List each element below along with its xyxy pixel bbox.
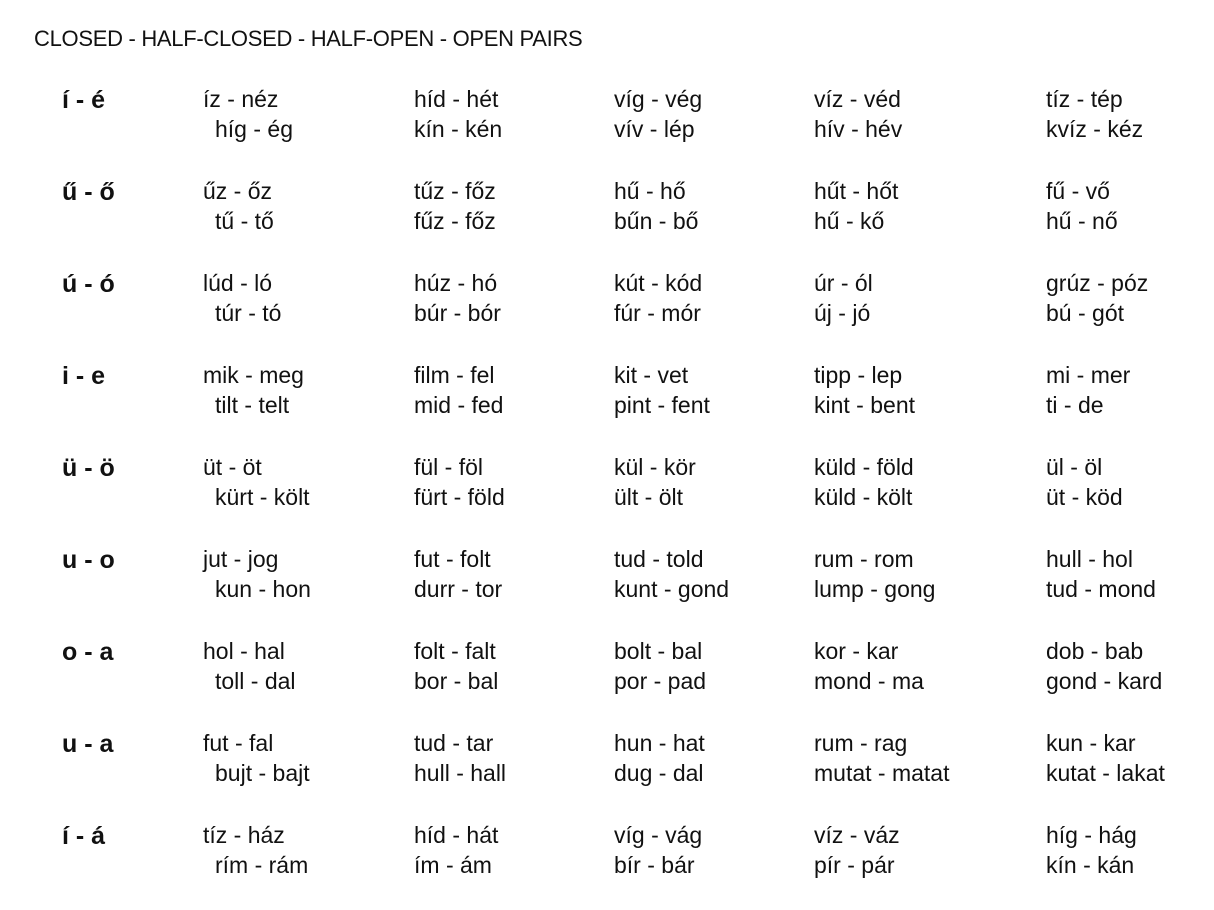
word-pair: űz - őz xyxy=(203,178,273,204)
word-pair-cell xyxy=(203,84,293,144)
word-pair-cell xyxy=(814,820,900,880)
word-pair-cell xyxy=(414,452,505,512)
word-pair: hun - hat xyxy=(614,730,705,756)
word-pair-cell xyxy=(414,820,498,880)
word-pair: fúr - mór xyxy=(614,300,701,326)
word-pair: küld - költ xyxy=(814,484,913,510)
word-pair: híd - hét xyxy=(414,86,499,112)
word-pair: mik - meg xyxy=(203,362,304,388)
word-pair-cell xyxy=(614,728,705,788)
pair-label: ü - ö xyxy=(62,454,115,482)
word-pair: híg - hág xyxy=(1046,822,1137,848)
pair-group xyxy=(0,84,1214,148)
word-pair: kvíz - kéz xyxy=(1046,116,1144,142)
word-pair: kun - kar xyxy=(1046,730,1136,756)
word-pair: ím - ám xyxy=(414,852,492,878)
word-pair: úr - ól xyxy=(814,270,873,296)
word-pair-cell xyxy=(814,360,915,420)
word-pair-cell xyxy=(203,268,281,328)
word-pair: búr - bór xyxy=(414,300,501,326)
word-pair: tud - mond xyxy=(1046,576,1156,602)
word-pair-cell xyxy=(1046,728,1165,788)
word-pair: kín - kén xyxy=(414,116,503,142)
word-pair: dug - dal xyxy=(614,760,704,786)
word-pair: új - jó xyxy=(814,300,871,326)
pair-label: ú - ó xyxy=(62,270,115,298)
word-pair: hív - hév xyxy=(814,116,903,142)
word-pair-cell xyxy=(614,84,702,144)
word-pair: víg - vég xyxy=(614,86,703,112)
word-pair-cell xyxy=(614,452,696,512)
word-pair-cell xyxy=(614,360,710,420)
word-pair: durr - tor xyxy=(414,576,503,602)
pair-group xyxy=(0,360,1214,424)
word-pair-cell xyxy=(1046,360,1130,420)
word-pair: dob - bab xyxy=(1046,638,1144,664)
word-pair: kit - vet xyxy=(614,362,689,388)
word-pair: tilt - telt xyxy=(215,392,290,418)
word-pair-cell xyxy=(414,544,502,604)
word-pair: fürt - föld xyxy=(414,484,505,510)
word-pair-cell xyxy=(614,268,702,328)
word-pair: tűz - főz xyxy=(414,178,496,204)
word-pair: grúz - póz xyxy=(1046,270,1149,296)
word-pair: hol - hal xyxy=(203,638,285,664)
word-pair: fut - fal xyxy=(203,730,274,756)
word-pair-cell xyxy=(1046,820,1137,880)
word-pair-cell xyxy=(614,820,702,880)
word-pair: fut - folt xyxy=(414,546,491,572)
word-pair: kun - hon xyxy=(215,576,311,602)
word-pair: rím - rám xyxy=(215,852,309,878)
word-pair: mid - fed xyxy=(414,392,504,418)
word-pair: film - fel xyxy=(414,362,495,388)
word-pair: tud - tar xyxy=(414,730,494,756)
word-pair: bolt - bal xyxy=(614,638,703,664)
word-pair: rum - rag xyxy=(814,730,908,756)
word-pair: kül - kör xyxy=(614,454,696,480)
word-pair: túr - tó xyxy=(215,300,282,326)
word-pair: lump - gong xyxy=(814,576,936,602)
word-pair: fűz - főz xyxy=(414,208,496,234)
word-pair-cell xyxy=(814,84,902,144)
word-pair-cell xyxy=(614,544,729,604)
word-pair: folt - falt xyxy=(414,638,496,664)
word-pair: hűt - hőt xyxy=(814,178,899,204)
word-pair: kín - kán xyxy=(1046,852,1135,878)
word-pair: vív - lép xyxy=(614,116,695,142)
word-pair: fű - vő xyxy=(1046,178,1110,204)
pair-label: o - a xyxy=(62,638,114,666)
page-title: CLOSED - HALF-CLOSED - HALF-OPEN - OPEN PAIRS xyxy=(34,26,583,51)
word-pair-cell xyxy=(814,268,873,328)
word-pair: pint - fent xyxy=(614,392,710,418)
word-pair-cell xyxy=(1046,84,1143,144)
word-pair-cell xyxy=(203,452,310,512)
word-pair-cell xyxy=(203,176,274,236)
word-pair: kunt - gond xyxy=(614,576,730,602)
word-pair: víg - vág xyxy=(614,822,703,848)
word-pair-cell xyxy=(203,820,308,880)
word-pair: bujt - bajt xyxy=(215,760,310,786)
word-pair: bír - bár xyxy=(614,852,695,878)
word-pair: íz - néz xyxy=(203,86,279,112)
word-pair-cell xyxy=(614,176,698,236)
pair-group xyxy=(0,176,1214,240)
word-pair: fül - föl xyxy=(414,454,484,480)
word-pair: hű - hő xyxy=(614,178,686,204)
word-pair-cell xyxy=(814,452,914,512)
pair-group xyxy=(0,636,1214,700)
word-pair: bú - gót xyxy=(1046,300,1124,326)
word-pair: pír - pár xyxy=(814,852,895,878)
word-pair-cell xyxy=(1046,176,1118,236)
word-pair: ül - öl xyxy=(1046,454,1103,480)
pair-label: u - a xyxy=(62,730,114,758)
word-pair: víz - véd xyxy=(814,86,901,112)
word-pair: kút - kód xyxy=(614,270,703,296)
word-pair-cell xyxy=(814,728,949,788)
word-pair: tíz - ház xyxy=(203,822,285,848)
word-pair-cell xyxy=(1046,544,1156,604)
word-pair: ti - de xyxy=(1046,392,1104,418)
pair-label: ű - ő xyxy=(62,178,115,206)
word-pair-cell xyxy=(1046,268,1148,328)
word-pair: bűn - bő xyxy=(614,208,699,234)
word-pair: kint - bent xyxy=(814,392,915,418)
word-pair: hull - hall xyxy=(414,760,507,786)
pair-group xyxy=(0,820,1214,884)
word-pair-cell xyxy=(814,636,924,696)
word-pair: mi - mer xyxy=(1046,362,1131,388)
word-pair: kutat - lakat xyxy=(1046,760,1165,786)
word-pair-cell xyxy=(203,360,304,420)
pair-label: u - o xyxy=(62,546,115,574)
word-pair-cell xyxy=(203,544,311,604)
word-pair: mutat - matat xyxy=(814,760,950,786)
word-pair: tíz - tép xyxy=(1046,86,1123,112)
word-pair: híg - ég xyxy=(215,116,293,142)
word-pair: gond - kard xyxy=(1046,668,1163,694)
word-pair: tipp - lep xyxy=(814,362,903,388)
word-pair: küld - föld xyxy=(814,454,914,480)
word-pair-cell xyxy=(814,176,898,236)
word-pair-cell xyxy=(414,84,502,144)
pair-group xyxy=(0,452,1214,516)
word-pair-cell xyxy=(614,636,706,696)
word-pair: por - pad xyxy=(614,668,707,694)
word-pair: mond - ma xyxy=(814,668,924,694)
word-pair: húz - hó xyxy=(414,270,498,296)
pair-label: í - á xyxy=(62,822,106,850)
word-pair-cell xyxy=(414,176,496,236)
word-pair-cell xyxy=(414,360,503,420)
pair-group xyxy=(0,268,1214,332)
word-pair: hull - hol xyxy=(1046,546,1133,572)
pair-group xyxy=(0,728,1214,792)
word-pair: hű - kő xyxy=(814,208,885,234)
pair-label: í - é xyxy=(62,86,106,114)
word-pair-cell xyxy=(203,636,296,696)
word-pair: víz - váz xyxy=(814,822,900,848)
word-pair: toll - dal xyxy=(215,668,296,694)
word-pair: üt - öt xyxy=(203,454,262,480)
word-pair-cell xyxy=(1046,452,1123,512)
word-pair: tű - tő xyxy=(215,208,274,234)
word-pair: bor - bal xyxy=(414,668,499,694)
word-pair-cell xyxy=(814,544,935,604)
word-pair: kürt - költ xyxy=(215,484,310,510)
word-pair-cell xyxy=(1046,636,1162,696)
word-pair-cell xyxy=(414,728,506,788)
word-pair: jut - jog xyxy=(203,546,279,572)
word-pair: tud - told xyxy=(614,546,704,572)
word-pair-cell xyxy=(203,728,310,788)
word-pair: kor - kar xyxy=(814,638,899,664)
word-pair: rum - rom xyxy=(814,546,914,572)
word-pair: hű - nő xyxy=(1046,208,1118,234)
word-pair: ült - ölt xyxy=(614,484,684,510)
word-pair-cell xyxy=(414,636,498,696)
pair-group xyxy=(0,544,1214,608)
word-pair: lúd - ló xyxy=(203,270,273,296)
word-pair: üt - köd xyxy=(1046,484,1123,510)
word-pair-cell xyxy=(414,268,501,328)
word-pair: híd - hát xyxy=(414,822,499,848)
pair-label: i - e xyxy=(62,362,106,390)
